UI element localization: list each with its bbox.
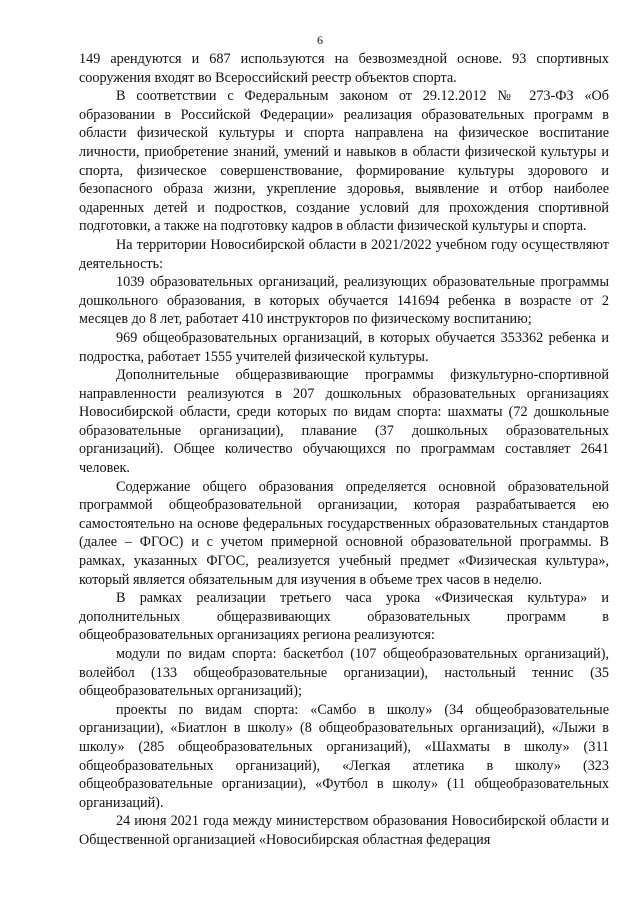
paragraph-additional-programs: Дополнительные общеразвивающие программы физкультурно-спортивной направленности реализуются в 207 дошкольных образовательных организациях Новосибирской области, среди которых по видам спорта: шахматы (72 дошкольные образовательные организации), плавание (37 дошкольных образовательных организаций). Общее количество обучающихся по программам составляет 2641 человек. xyxy=(79,367,609,477)
paragraph-agreement: 24 июня 2021 года между министерством образования Новосибирской области и Общественной организацией «Новосибирская областная федерация xyxy=(79,813,609,848)
paragraph-territory-intro: На территории Новосибирской области в 2021/2022 учебном году осуществляют деятельность: xyxy=(79,236,609,272)
document-body xyxy=(79,50,609,850)
paragraph-federal-law: В соответствии с Федеральным законом от 29.12.2012 № 273-ФЗ «Об образовании в Российской Федерации» реализация образовательных программ в области физической культуры и спорта направлена на физическое воспитание личности, приобретение знаний, умений и навыков в области физической культуры и спорта, физическое совершенствование, формирование культуры здорового и безопасного образа жизни, укрепление здоровья, выявление и отбор наиболее одаренных детей и подростков, создание условий для прохождения спортивной подготовки, а также на подготовку кадров в области физической культуры и спорта. xyxy=(79,88,609,235)
page-number: 6 xyxy=(317,33,323,47)
paragraph-general-education-organizations: 969 общеобразовательных организаций, в которых обучается 353362 ребенка и подростка, работает 1555 учителей физической культуры. xyxy=(79,329,609,365)
paragraph-general-education-content: Содержание общего образования определяется основной образовательной программой общеобразовательной организации, которая разрабатывается ею самостоятельно на основе федеральных государственных образовательных стандартов (далее – ФГОС) и с учетом примерной основной образовательной программы. В рамках, указанных ФГОС, реализуется учебный предмет «Физическая культура», который является обязательным для изучения в объеме трех часов в неделю. xyxy=(79,478,609,588)
paragraph-preschool-organizations: 1039 образовательных организаций, реализующих образовательные программы дошкольного образования, в которых обучается 141694 ребенка в возрасте от 2 месяцев до 8 лет, работает 410 инструкторов по физическому воспитанию; xyxy=(79,274,609,328)
paragraph-sports-facilities: 149 арендуются и 687 используются на безвозмездной основе. 93 спортивных сооружения входят во Всероссийский реестр объектов спорта. xyxy=(79,51,609,86)
paragraph-sport-modules: модули по видам спорта: баскетбол (107 общеобразовательных организаций), волейбол (133 общеобразовательные организации), настольный теннис (35 общеобразовательных организаций); xyxy=(79,646,609,700)
paragraph-sport-projects: проекты по видам спорта: «Самбо в школу» (34 общеобразовательные организации), «Биатлон в школу» (8 общеобразовательных организаций), «Лыжи в школу» (285 общеобразовательных организаций), «Шахматы в школу» (311 общеобразовательных организаций), «Легкая атлетика в школу» (323 общеобразовательные организации), «Футбол в школу» (11 общеобразовательных организаций). xyxy=(79,701,609,811)
paragraph-third-hour: В рамках реализации третьего часа урока «Физическая культура» и дополнительных общеразвивающих образовательных программ в общеобразовательных организациях региона реализуются: xyxy=(79,590,609,644)
